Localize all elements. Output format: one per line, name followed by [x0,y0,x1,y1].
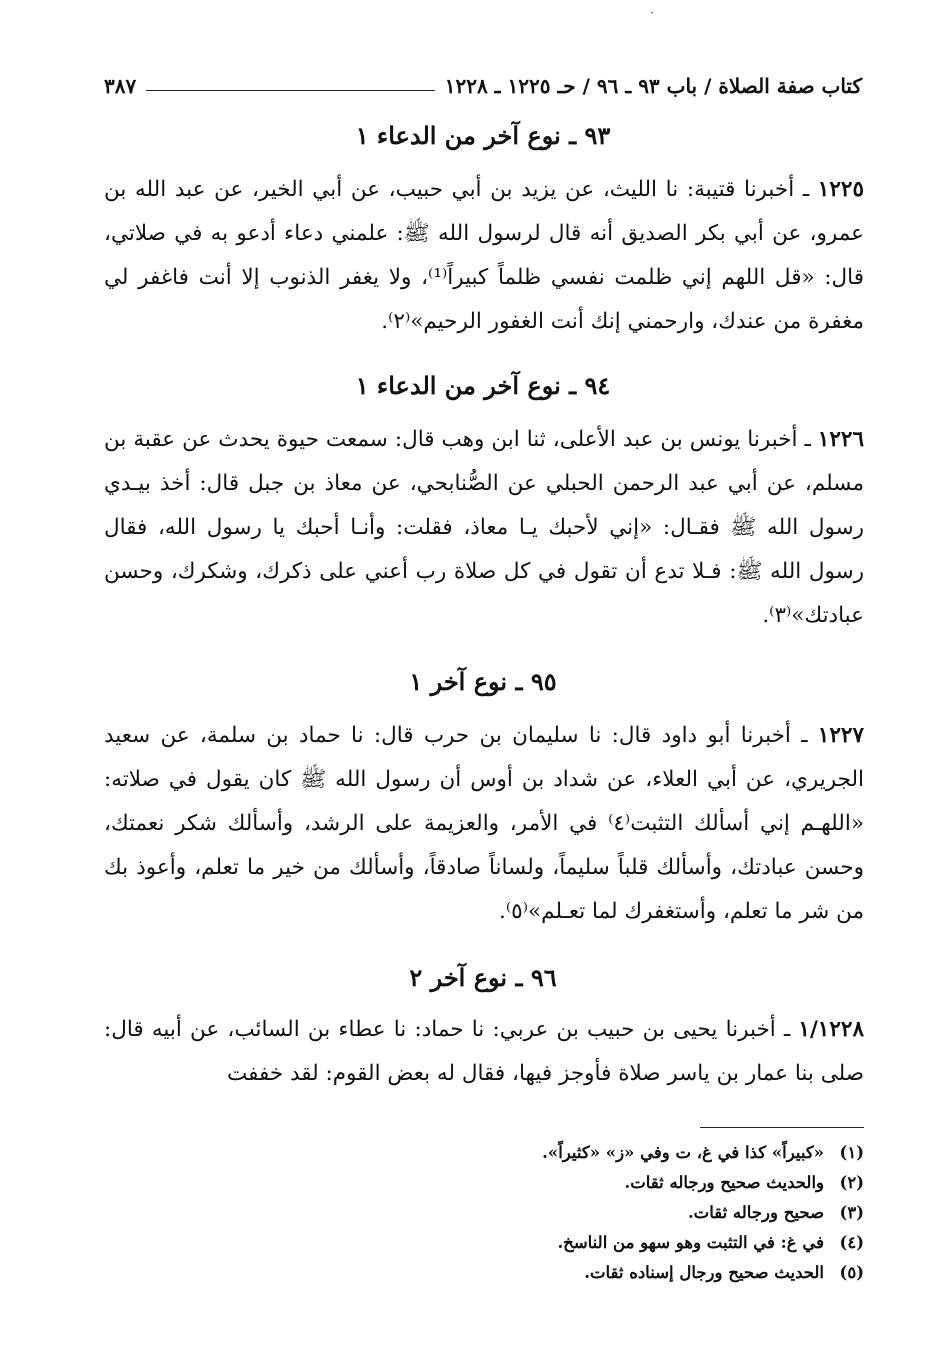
header-title: كتاب صفة الصلاة / باب ٩٣ ـ ٩٦ / حـ ١٢٢٥ ـ ١٢٢٨ [444,74,862,98]
hadith-number: ١٢٢٥ [817,177,864,202]
header-rule [146,90,435,91]
footnote-item [104,1198,864,1228]
footnote-number: (٤) [839,1233,864,1252]
footnote-number: (٥) [839,1263,864,1282]
footnote-rule [700,1127,864,1128]
chapter-heading-95: ٩٥ ـ نوع آخر ١ [409,667,557,696]
footnote-item [104,1228,864,1258]
page-number: ٣٨٧ [104,74,137,98]
footnotes [104,1138,864,1288]
hadith-1227 [104,714,864,934]
footnote-number: (٣) [839,1203,864,1222]
hadith-number: ١/١٢٢٨ [798,1017,864,1042]
hadith-1225 [104,168,864,344]
chapter-heading-93: ٩٣ ـ نوع آخر من الدعاء ١ [355,121,611,150]
hadith-text: ـ أخبرنا يونس بن عبد الأعلى، ثنا ابن وهب قال: سمعت حيوة يحدث عن عقبة بن مسلم، عن أبي عبد الرحمن الحبلي عن الصُّنابحي، عن معاذ بن جبل قال: أخذ بيـدي رسول الله ﷺ فقـال: «إني لأحبك يـا معاذ، فقلت: وأنـا أحبك يا رسول الله، فقال رسول الله ﷺ: فـلا تدع أن تقول في كل صلاة رب أعني على ذكرك، وشكرك، وحسن عبادتك»⁽٣⁾. [104,427,864,628]
footnote-item [104,1138,864,1168]
footnote-text: الحديث صحيح ورجال إسناده ثقات. [584,1263,824,1282]
footnote-number: (١) [839,1143,864,1162]
hadith-text: ـ أخبرنا يحيى بن حبيب بن عربي: نا حماد: نا عطاء بن السائب، عن أبيه قال: صلى بنا عمار بن ياسر صلاة فأوجز فيها، فقال له بعض القوم: لقد خففت [104,1017,864,1086]
hadith-1226 [104,418,864,638]
footnote-text: والحديث صحيح ورجاله ثقات. [624,1173,824,1192]
hadith-number: ١٢٢٧ [817,723,864,748]
footnote-item [104,1258,864,1288]
running-header [104,66,862,106]
hadith-1228 [104,1008,864,1096]
footnote-number: (٢) [839,1173,864,1192]
scan-mark: · [650,6,654,20]
footnote-text: «كبيراً» كذا في غ، ت وفي «ز» «كثيراً». [542,1143,824,1162]
hadith-number: ١٢٢٦ [817,427,864,452]
chapter-heading-94: ٩٤ ـ نوع آخر من الدعاء ١ [355,371,611,400]
hadith-text: ـ أخبرنا قتيبة: نا الليث، عن يزيد بن أبي حبيب، عن أبي الخير، عن عبد الله بن عمرو، عن أبي بكر الصديق أنه قال لرسول الله ﷺ: علمني دعاء أدعو به في صلاتي، قال: «قل اللهم إني ظلمت نفسي ظلماً كبيراً⁽¹⁾، ولا يغفر الذنوب إلا أنت فاغفر لي مغفرة من عندك، وارحمني إنك أنت الغفور الرحيم»⁽٢⁾. [104,177,864,334]
footnote-text: صحيح ورجاله ثقات. [687,1203,824,1222]
chapter-heading-96: ٩٦ ـ نوع آخر ٢ [409,963,557,992]
hadith-text: ـ أخبرنا أبو داود قال: نا سليمان بن حرب قال: نا حماد بن سلمة، عن سعيد الجريري، عن أبي العلاء، عن شداد بن أوس أن رسول الله ﷺ كان يقول في صلاته: «اللهـم إني أسألك التثبت⁽٤⁾ في الأمر، والعزيمة على الرشد، وأسألك شكر نعمتك، وحسن عبادتك، وأسألك قلباً سليماً، ولساناً صادقاً، وأسألك من خير ما تعلم، وأعوذ بك من شر ما تعلم، وأستغفرك لما تعـلم»⁽٥⁾. [104,723,864,924]
footnote-item [104,1168,864,1198]
footnote-text: في غ: في التثبت وهو سهو من الناسخ. [557,1233,824,1252]
